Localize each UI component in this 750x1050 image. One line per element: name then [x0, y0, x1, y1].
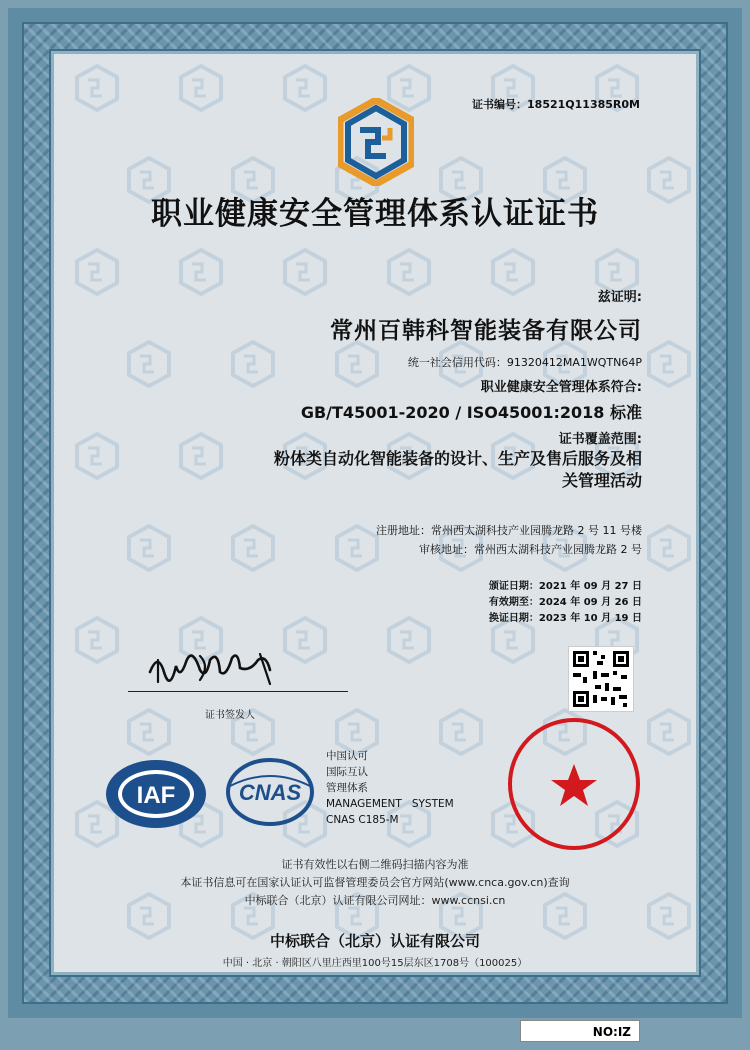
signature-label: 证书签发人 [205, 710, 255, 721]
serial-number-box: NO:IZ [520, 1020, 640, 1042]
watermark-icon [493, 250, 533, 294]
qr-code[interactable] [568, 646, 634, 712]
conformity-label: 职业健康安全管理体系符合: [480, 380, 642, 395]
issuer-name: 中标联合（北京）认证有限公司 [269, 932, 480, 950]
watermark-icon [129, 526, 169, 570]
issue-date: 颁证日期：2021 年 09 月 27 日 [488, 581, 642, 592]
company-seal [504, 714, 644, 854]
footer-validity: 证书有效性以右侧二维码扫描内容为准 [281, 858, 469, 871]
scope-line-1: 粉体类自动化智能装备的设计、生产及售后服务及相 [273, 449, 642, 468]
certificate-number: 证书编号：18521Q11385R0M [472, 98, 640, 111]
watermark-icon [181, 66, 221, 110]
watermark-icon [389, 250, 429, 294]
watermark-icon [493, 618, 533, 662]
signature [140, 642, 310, 692]
watermark-icon [77, 434, 117, 478]
footer-website-info: 本证书信息可在国家认证认可监督管理委员会官方网站(www.cnca.gov.cn)查询 [180, 876, 570, 889]
watermark-icon [337, 342, 377, 386]
certifier-logo-icon [338, 98, 414, 186]
scope-line-2: 关管理活动 [561, 471, 642, 490]
watermark-icon [233, 526, 273, 570]
watermark-icon [649, 342, 689, 386]
iaf-logo-icon [104, 758, 208, 830]
registered-address: 注册地址：常州西太湖科技产业园腾龙路 2 号 11 号楼 [376, 524, 642, 537]
watermark-icon [181, 250, 221, 294]
accreditation-text: 中国认可 国际互认 管理体系 MANAGEMENT SYSTEM CNAS C185-M [326, 750, 454, 826]
standard: GB/T45001-2020 / ISO45001:2018 标准 [300, 403, 642, 422]
valid-until: 有效期至：2024 年 09 月 26 日 [488, 597, 642, 608]
cnas-logo-icon [220, 756, 320, 828]
iaf-text: IAF [136, 782, 176, 809]
signature-line [128, 691, 348, 692]
scope [222, 448, 642, 492]
watermark-icon [129, 342, 169, 386]
watermark-icon [77, 66, 117, 110]
watermark-icon [129, 710, 169, 754]
watermark-icon [337, 526, 377, 570]
issuer-address: 中国 · 北京 · 朝阳区八里庄西里100号15层东区1708号（100025） [222, 958, 528, 969]
watermark-icon [285, 66, 325, 110]
footer-company-site: 中标联合（北京）认证有限公司网址：www.ccnsi.cn [244, 894, 506, 907]
scope-label: 证书覆盖范围: [558, 432, 642, 447]
watermark-icon [649, 526, 689, 570]
watermark-icon [389, 618, 429, 662]
company-name: 常州百韩科智能装备有限公司 [330, 318, 642, 344]
hereby-label: 兹证明: [597, 290, 642, 305]
cnas-text: CNAS [238, 780, 302, 805]
watermark-icon [649, 710, 689, 754]
watermark-icon [285, 250, 325, 294]
watermark-icon [77, 618, 117, 662]
watermark-icon [181, 434, 221, 478]
watermark-icon [233, 342, 273, 386]
audit-address: 审核地址：常州西太湖科技产业园腾龙路 2 号 [419, 543, 642, 556]
credit-code: 统一社会信用代码：91320412MA1WQTN64P [407, 356, 642, 369]
certificate-title: 职业健康安全管理体系认证证书 [151, 196, 599, 232]
watermark-icon [77, 250, 117, 294]
renewal-date: 换证日期：2023 年 10 月 19 日 [488, 613, 642, 624]
